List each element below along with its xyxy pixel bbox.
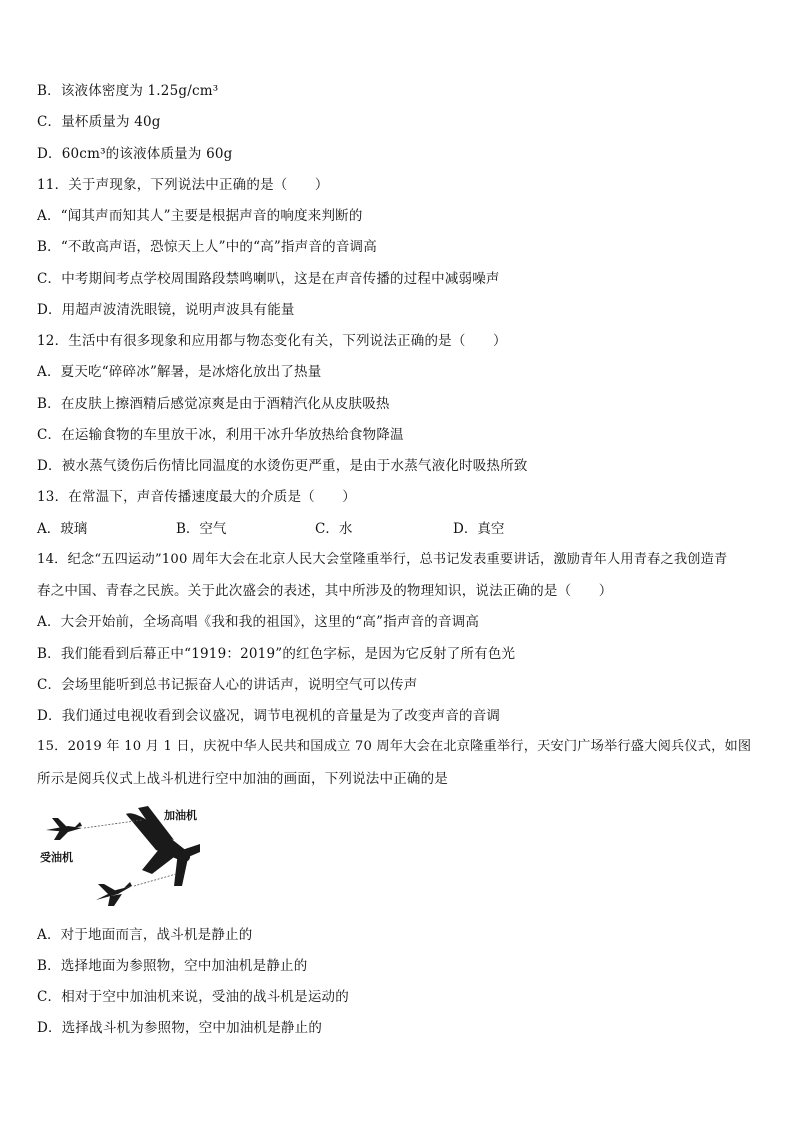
q13-option-c: C．水: [315, 521, 353, 537]
refuel-hose-upper: [84, 820, 142, 828]
q15-option-c: C．相对于空中加油机来说，受油的战斗机是运动的: [37, 989, 349, 1005]
q13-option-a: A．玻璃: [37, 521, 88, 537]
q11-stem: 11．关于声现象，下列说法中正确的是（ ）: [37, 177, 329, 193]
q14-stem-line1: 14．纪念“五四运动”100 周年大会在北京人民大会堂隆重举行，总书记发表重要讲话，激励青年人用青春之我创造青: [37, 552, 728, 567]
q10-option-c: C．量杯质量为 40g: [37, 114, 161, 130]
q11-option-d: D．用超声波清洗眼镜，说明声波具有能量: [37, 302, 295, 318]
tanker-label: 加油机: [164, 809, 197, 822]
q13-option-d: D．真空: [453, 521, 505, 537]
q11-option-b: B．“不敢高声语，恐惊天上人”中的“高”指声音的音调高: [37, 239, 377, 255]
receiver-fighter-lower-icon: [96, 882, 132, 906]
q15-stem-line2: 所示是阅兵仪式上战斗机进行空中加油的画面，下列说法中正确的是: [37, 771, 448, 787]
q12-option-b: B．在皮肤上擦酒精后感觉凉爽是由于酒精汽化从皮肤吸热: [37, 396, 390, 412]
q11-option-a: A．“闻其声而知其人”主要是根据声音的响度来判断的: [37, 208, 363, 224]
q15-stem-line1: 15．2019 年 10 月 1 日，庆祝中华人民共和国成立 70 周年大会在北京隆重举行，天安门广场举行盛大阅兵仪式，如图: [37, 739, 752, 754]
q12-option-c: C．在运输食物的车里放干冰，利用干冰升华放热给食物降温: [37, 427, 404, 443]
q10-option-d: D．60cm³的该液体质量为 60g: [37, 146, 233, 162]
q14-option-a: A．大会开始前，全场高唱《我和我的祖国》，这里的“高”指声音的音调高: [37, 614, 480, 630]
q10-option-b: B．该液体密度为 1.25g/cm³: [37, 83, 219, 99]
q11-option-c: C．中考期间考点学校周围路段禁鸣喇叭，这是在声音传播的过程中减弱噪声: [37, 271, 500, 287]
q14-option-b: B．我们能看到后幕正中“1919：2019”的红色字标，是因为它反射了所有色光: [37, 646, 516, 662]
q14-stem-line2: 春之中国、青春之民族。关于此次盛会的表述，其中所涉及的物理知识，说法正确的是（ ）: [37, 583, 613, 599]
q14-option-c: C．会场里能听到总书记振奋人心的讲话声，说明空气可以传声: [37, 677, 418, 693]
receiver-label: 受油机: [40, 851, 73, 864]
q15-option-d: D．选择战斗机为参照物，空中加油机是静止的: [37, 1020, 323, 1036]
receiver-fighter-upper-icon: [46, 818, 82, 840]
q12-option-a: A．夏天吃“碎碎冰”解暑，是冰熔化放出了热量: [37, 364, 322, 380]
q12-stem: 12．生活中有很多现象和应用都与物态变化有关，下列说法正确的是（ ）: [37, 333, 507, 349]
q15-option-b: B．选择地面为参照物，空中加油机是静止的: [37, 958, 308, 974]
q12-option-d: D．被水蒸气烫伤后伤情比同温度的水烫伤更严重，是由于水蒸气液化时吸热所致: [37, 458, 528, 474]
q13-option-b: B．空气: [176, 521, 227, 537]
q15-option-a: A．对于地面而言，战斗机是静止的: [37, 927, 253, 943]
q14-option-d: D．我们通过电视收看到会议盛况，调节电视机的音量是为了改变声音的音调: [37, 708, 501, 724]
aerial-refueling-figure: [38, 800, 218, 912]
refuel-hose-lower: [134, 874, 176, 886]
q13-stem: 13．在常温下，声音传播速度最大的介质是（ ）: [37, 489, 356, 505]
